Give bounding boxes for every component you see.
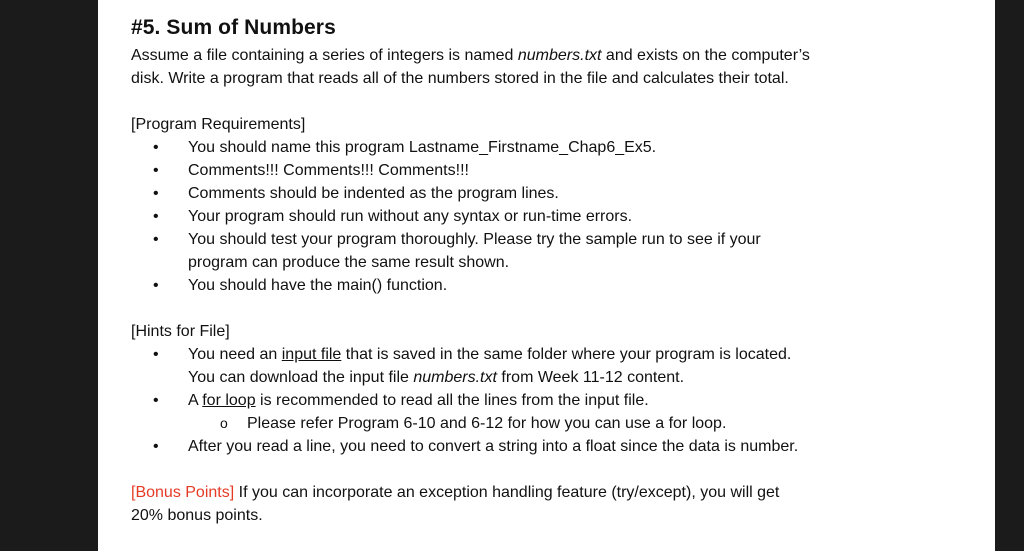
intro-line-1 <box>131 44 981 67</box>
hint-text: You need an <box>188 346 282 363</box>
intro-paragraph <box>131 44 981 90</box>
list-item-line: You should test your program thoroughly. Please try the sample run to see if your <box>188 231 761 248</box>
intro-line-2: disk. Write a program that reads all of the numbers stored in the file and calculates their total. <box>131 70 789 87</box>
requirements-list <box>131 136 981 297</box>
bonus-line-1 <box>131 481 981 504</box>
list-item-line: program can produce the same result shown. <box>188 254 510 271</box>
list-item: • You should have the main() function. <box>131 274 981 297</box>
hints-heading: [Hints for File] <box>131 323 230 340</box>
list-item: • Your program should run without any syntax or run-time errors. <box>131 205 981 228</box>
document-content <box>131 14 981 527</box>
bonus-section <box>131 481 981 527</box>
hint-filename: numbers.txt <box>413 369 497 386</box>
hint-text: A <box>188 392 203 409</box>
requirements-section <box>131 113 981 297</box>
intro-text-after: and exists on the computer’s <box>601 47 810 64</box>
bonus-text: If you can incorporate an exception handling feature (try/except), you will get <box>234 484 780 501</box>
list-item <box>131 228 981 274</box>
list-item: • Comments should be indented as the program lines. <box>131 182 981 205</box>
hint-text: You can download the input file <box>188 369 414 386</box>
list-item: • After you read a line, you need to convert a string into a float since the data is number. <box>131 435 981 458</box>
intro-text: Assume a file containing a series of integers is named <box>131 47 518 64</box>
bonus-label: [Bonus Points] <box>131 484 235 501</box>
requirements-heading: [Program Requirements] <box>131 116 306 133</box>
sub-list-item: o Please refer Program 6-10 and 6-12 for how you can use a for loop. <box>131 412 981 435</box>
input-file-link[interactable]: input file <box>281 346 342 363</box>
list-item <box>131 389 981 412</box>
document-page <box>98 0 995 551</box>
hint-text: is recommended to read all the lines from the input file. <box>255 392 649 409</box>
hints-section <box>131 320 981 458</box>
bonus-line-2: 20% bonus points. <box>131 507 263 524</box>
list-item <box>131 343 981 389</box>
hint-text: from Week 11-12 content. <box>496 369 685 386</box>
for-loop-link[interactable]: for loop <box>202 392 256 409</box>
hint-text: that is saved in the same folder where your program is located. <box>341 346 792 363</box>
list-item: • Comments!!! Comments!!! Comments!!! <box>131 159 981 182</box>
list-item: • You should name this program Lastname_Firstname_Chap6_Ex5. <box>131 136 981 159</box>
intro-filename: numbers.txt <box>517 47 602 64</box>
page-title: #5. Sum of Numbers <box>131 16 336 39</box>
hints-list <box>131 343 981 458</box>
